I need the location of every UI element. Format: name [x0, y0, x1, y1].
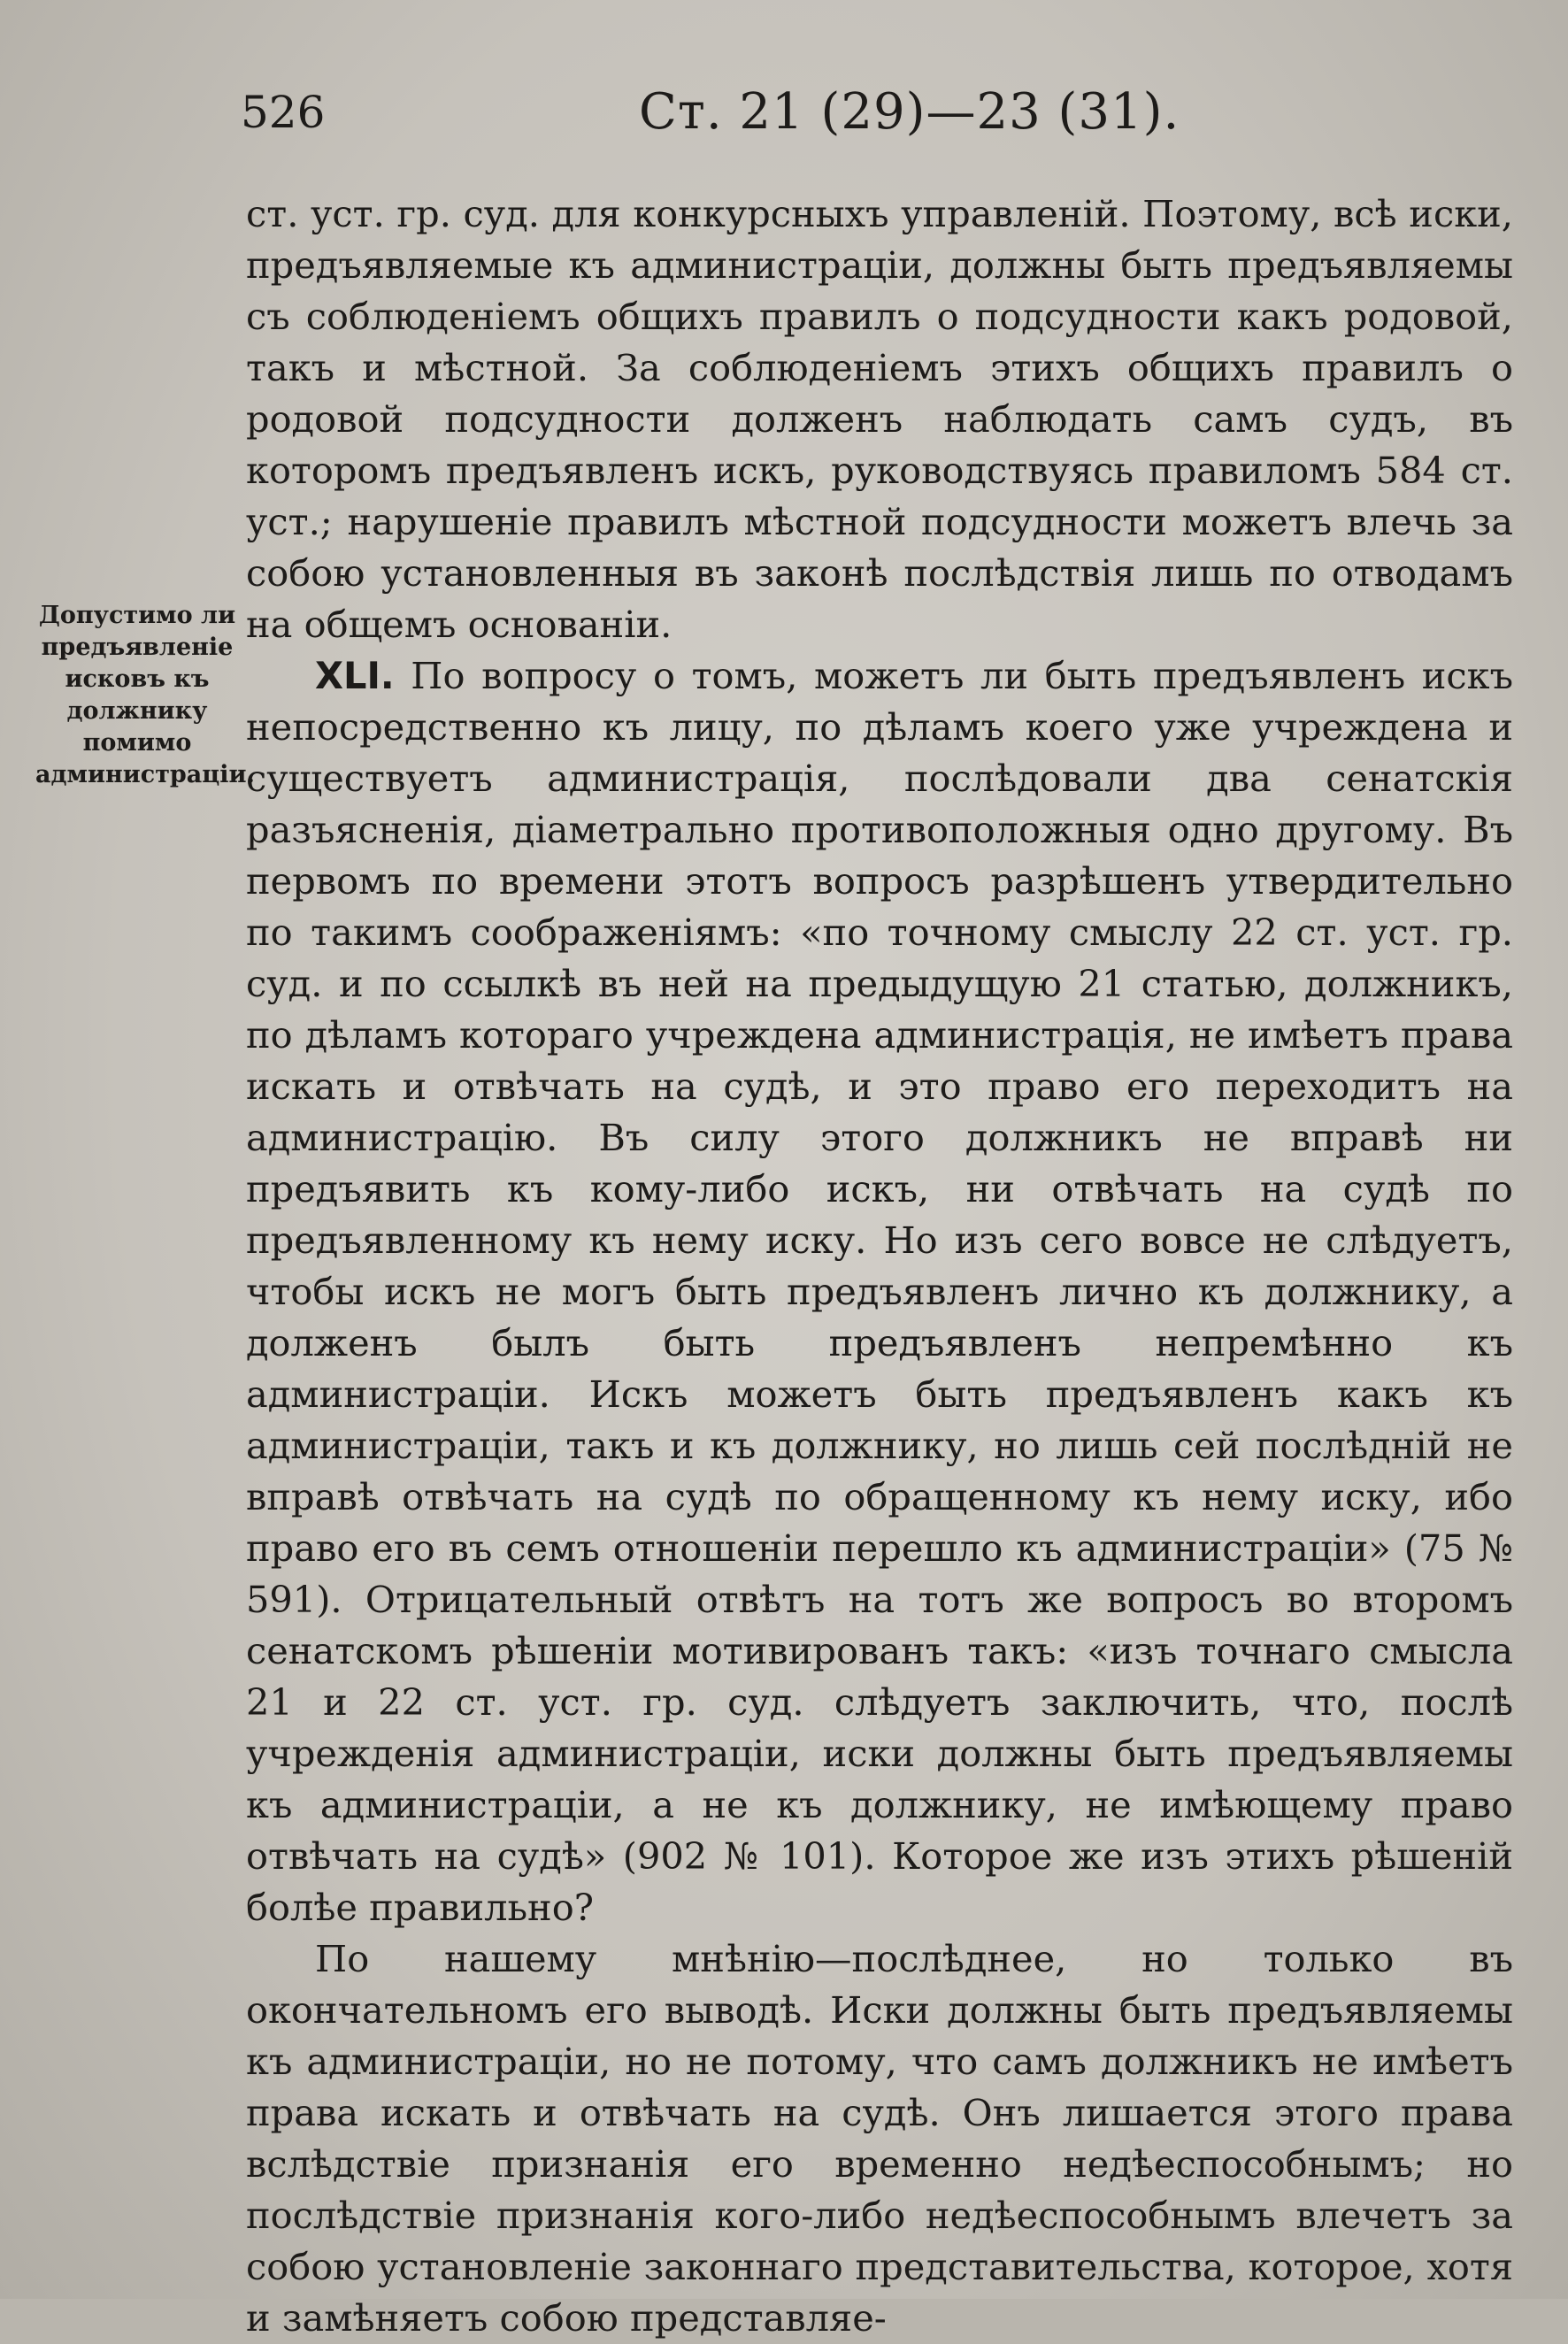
page-number: 526 — [241, 87, 326, 138]
margin-note: Допустимо ли предъявленіе исковъ къ должнику помимо администраціи. — [35, 602, 255, 788]
paragraph-2-text: По вопросу о томъ, можетъ ли быть предъявленъ искъ непосредственно къ лицу, по дѣламъ коего уже учреждена и существуетъ администрація, послѣдовали два сенатскія разъясненія, діаметрально противоположныя одно другому. Въ первомъ по времени этотъ вопросъ разрѣшенъ утвердительно по такимъ соображеніямъ: «по точному смыслу 22 ст. уст. гр. суд. и по ссылкѣ въ ней на предыдущую 21 статью, должникъ, по дѣламъ котораго учреждена администрація, не имѣетъ права искать и отвѣчать на судѣ, и это право его переходитъ на администрацію. Въ силу этого должникъ не вправѣ ни предъявить къ кому-либо искъ, ни отвѣчать на судѣ по предъявленному къ нему иску. Но изъ сего вовсе не слѣдуетъ, чтобы искъ не могъ быть предъявленъ лично къ должнику, а долженъ былъ быть предъявленъ непремѣнно къ администраціи. Искъ можетъ быть предъявленъ какъ къ администраціи, такъ и къ должнику, но лишь сей послѣдній не вправѣ отвѣчать на судѣ по обращенному къ нему иску, ибо право его въ семъ отношеніи перешло къ администраціи» (75 № 591). Отрицательный отвѣтъ на тотъ же вопросъ во второмъ сенатскомъ рѣшеніи мотивированъ такъ: «изъ точнаго смысла 21 и 22 ст. уст. гр. суд. слѣдуетъ заключить, что, послѣ учрежденія администраціи, иски должны быть предъявляемы къ администраціи, а не къ должнику, не имѣющему право отвѣчать на судѣ» (902 № 101). Которое же изъ этихъ рѣшеній болѣе правильно? — [246, 654, 1513, 1929]
running-head: Ст. 21 (29)—23 (31). — [639, 83, 1180, 141]
paragraph-3: По нашему мнѣнію—послѣднее, но только въ окончательномъ его выводѣ. Иски должны быть предъявляемы къ администраціи, но не потому, что самъ должникъ не имѣетъ права искать и отвѣчать на судѣ. Онъ лишается этого права вслѣдствіе признанія его временно недѣеспособнымъ; но послѣдствіе признанія кого-либо недѣеспособнымъ влечетъ за собою установленіе законнаго представительства, которое, хотя и замѣняетъ собою представляе- — [246, 1937, 1513, 2340]
page-header — [241, 81, 1515, 143]
paragraph-1: ст. уст. гр. суд. для конкурсныхъ управленій. Поэтому, всѣ иски, предъявляемые къ администраціи, должны быть предъявляемы съ соблюденіемъ общихъ правилъ о подсудности какъ родовой, такъ и мѣстной. За соблюденіемъ этихъ общихъ правилъ о родовой подсудности долженъ наблюдать самъ судъ, въ которомъ предъявленъ искъ, руководствуясь правиломъ 584 ст. уст.; нарушеніе правилъ мѣстной подсудности можетъ влечь за собою установленныя въ законѣ послѣдствія лишь по отводамъ на общемъ основаніи. — [246, 192, 1513, 646]
section-number: XLI. — [315, 654, 395, 697]
body-text — [246, 188, 1513, 2344]
paragraph-2 — [246, 650, 1513, 1933]
